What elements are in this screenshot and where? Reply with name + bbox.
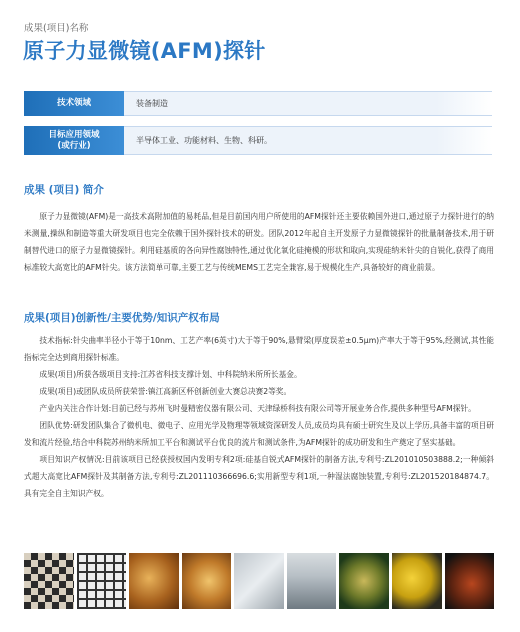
target-field-label [24, 126, 124, 155]
page-title: 原子力显微镜(AFM)探针 [23, 39, 266, 63]
innovation-section-title: 成果(项目)创新性/主要优势/知识产权布局 [24, 312, 220, 324]
probe-package-image [445, 553, 495, 609]
equipment-photo-image [287, 553, 337, 609]
cooperation-paragraph: 产业内关注合作计划:目前已经与苏州飞时曼精密仪器有限公司、天津绿桥科技有限公司等开展业务合作,提供多种型号AFM探针。 [39, 404, 476, 413]
photo-strip [24, 553, 494, 609]
target-field-label-line2: (或行业) [57, 140, 91, 151]
innovation-body [24, 332, 494, 502]
project-support-paragraph: 成果(项目)所获各级项目支持:江苏省科技支撑计划、中科院纳米所所长基金。 [39, 370, 302, 379]
target-field-value: 半导体工业、功能材料、生物、科研。 [124, 126, 492, 155]
target-field-row [24, 126, 492, 155]
team-advantage-paragraph: 团队优势:研发团队集合了微机电、微电子、应用光学及物理等领域资深研发人员,成员均具有硕士研究生及以上学历,具备丰富的项目研发和流片经验,结合中科院苏州纳米所加工平台和测试平台优良的流片和测试条件,为AFM探针的成功研发和生产奠定了坚实基础。 [24, 421, 494, 447]
ip-paragraph: 项目知识产权情况:目前该项目已经获授权国内发明专利2项:硅基自锐式AFM探针的制备方法,专利号:ZL201010503888.2;一种倾斜式超大高宽比AFM探针及其制备方法,专利号:ZL201110366696.6;实用新型专利1项,一种湿法腐蚀装置,专利号:ZL201520184874.7。具有完全自主知识产权。 [24, 455, 494, 498]
project-name-label: 成果(项目)名称 [24, 23, 89, 34]
afm-scan-image-1 [129, 553, 179, 609]
tech-field-row [24, 91, 492, 116]
intro-paragraph: 原子力显微镜(AFM)是一高技术高附加值的易耗品,但是目前国内用户所使用的AFM探针还主要依赖国外进口,通过原子力探针进行的纳米测量,操纵和制造等重大研发项目也完全依赖于国外探针技术的研发。团队2012年起自主开发原子力显微镜探针的批量制备技术,用于研制替代进口的原子力显微镜探针。利用硅基质的各向异性腐蚀特性,通过优化氧化硅掩模的形状和取向,实现硅纳米针尖的自锐化,获得了商用标准较大高宽比的AFM针尖。该方法简单可靠,主要工艺与传统MEMS工艺完全兼容,易于规模化生产,具备较好的商业前景。 [24, 212, 494, 272]
grid-micrograph-image [77, 553, 127, 609]
afm-scan-image-2 [182, 553, 232, 609]
tech-spec-paragraph: 技术指标:针尖曲率半径小于等于10nm、工艺产率(6英寸)大于等于90%,悬臂梁(厚度误差±0.5μm)产率大于等于95%,经测试,其性能指标完全达到商用探针标准。 [24, 336, 494, 362]
target-field-label-line1: 目标应用领域 [48, 130, 100, 141]
wafer-image [339, 553, 389, 609]
tech-field-label: 技术领域 [24, 91, 124, 116]
probe-chip-image [234, 553, 284, 609]
lab-worker-photo-image [392, 553, 442, 609]
honors-paragraph: 成果(项目)或团队成员所获荣誉:镇江高新区杯创新创业大赛总决赛2等奖。 [39, 387, 292, 396]
checkerboard-micrograph-image [24, 553, 74, 609]
intro-section-title: 成果 (项目) 简介 [24, 184, 104, 196]
tech-field-value: 装备制造 [124, 91, 492, 116]
